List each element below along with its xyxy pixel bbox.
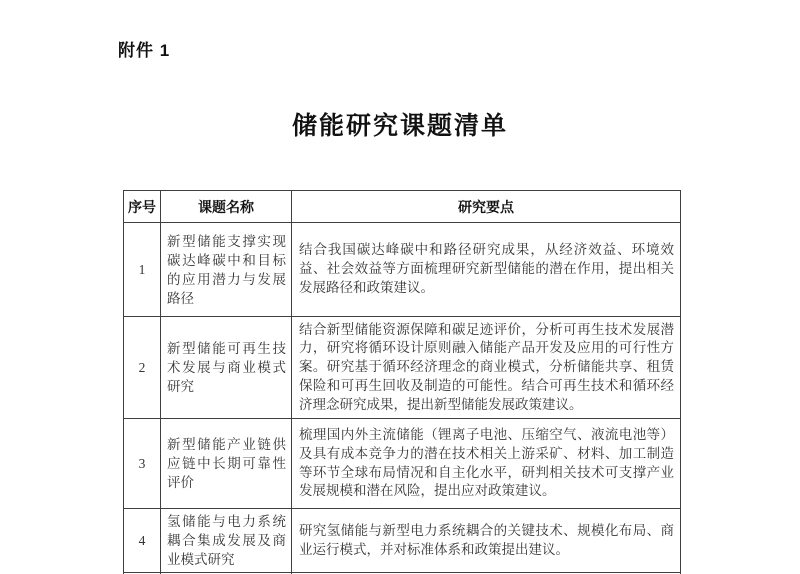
cell-topic-name: 新型储能产业链供应链中长期可靠性评价 [161, 419, 292, 509]
table-row [124, 317, 681, 419]
cell-row-number: 1 [124, 223, 161, 317]
topics-table [123, 190, 681, 574]
cell-research-points: 梳理国内外主流储能（锂离子电池、压缩空气、液流电池等）及具有成本竞争力的潜在技术相关上游采矿、材料、加工制造等环节全球布局情况和自主化水平，研判相关技术可支撑产业发展规模和潜在风险，提出应对政策建议。 [292, 419, 681, 509]
table-row [124, 223, 681, 317]
header-cell-points: 研究要点 [292, 191, 681, 223]
cell-research-points: 结合我国碳达峰碳中和路径研究成果，从经济效益、环境效益、社会效益等方面梳理研究新型储能的潜在作用，提出相关发展路径和政策建议。 [292, 223, 681, 317]
attachment-label: 附件 1 [118, 41, 171, 60]
cell-topic-name: 氢储能与电力系统耦合集成发展及商业模式研究 [161, 509, 292, 573]
table-row [124, 509, 681, 573]
cell-row-number: 4 [124, 509, 161, 573]
table-row [124, 419, 681, 509]
cell-topic-name: 新型储能可再生技术发展与商业模式研究 [161, 317, 292, 419]
cell-research-points: 结合新型储能资源保障和碳足迹评价，分析可再生技术发展潜力，研究将循环设计原则融入储能产品开发及应用的可行性方案。研究基于循环经济理念的商业模式，分析储能共享、租赁保险和可再生回收及制造的可能性。结合可再生技术和循环经济理念研究成果，提出新型储能发展政策建议。 [292, 317, 681, 419]
cell-research-points: 研究氢储能与新型电力系统耦合的关键技术、规模化布局、商业运行模式，并对标准体系和政策提出建议。 [292, 509, 681, 573]
header-cell-no: 序号 [124, 191, 161, 223]
cell-row-number: 2 [124, 317, 161, 419]
header-cell-topic: 课题名称 [161, 191, 292, 223]
cell-topic-name: 新型储能支撑实现碳达峰碳中和目标的应用潜力与发展路径 [161, 223, 292, 317]
table-header-row [124, 191, 681, 223]
page-title: 储能研究课题清单 [291, 112, 508, 140]
cell-row-number: 3 [124, 419, 161, 509]
